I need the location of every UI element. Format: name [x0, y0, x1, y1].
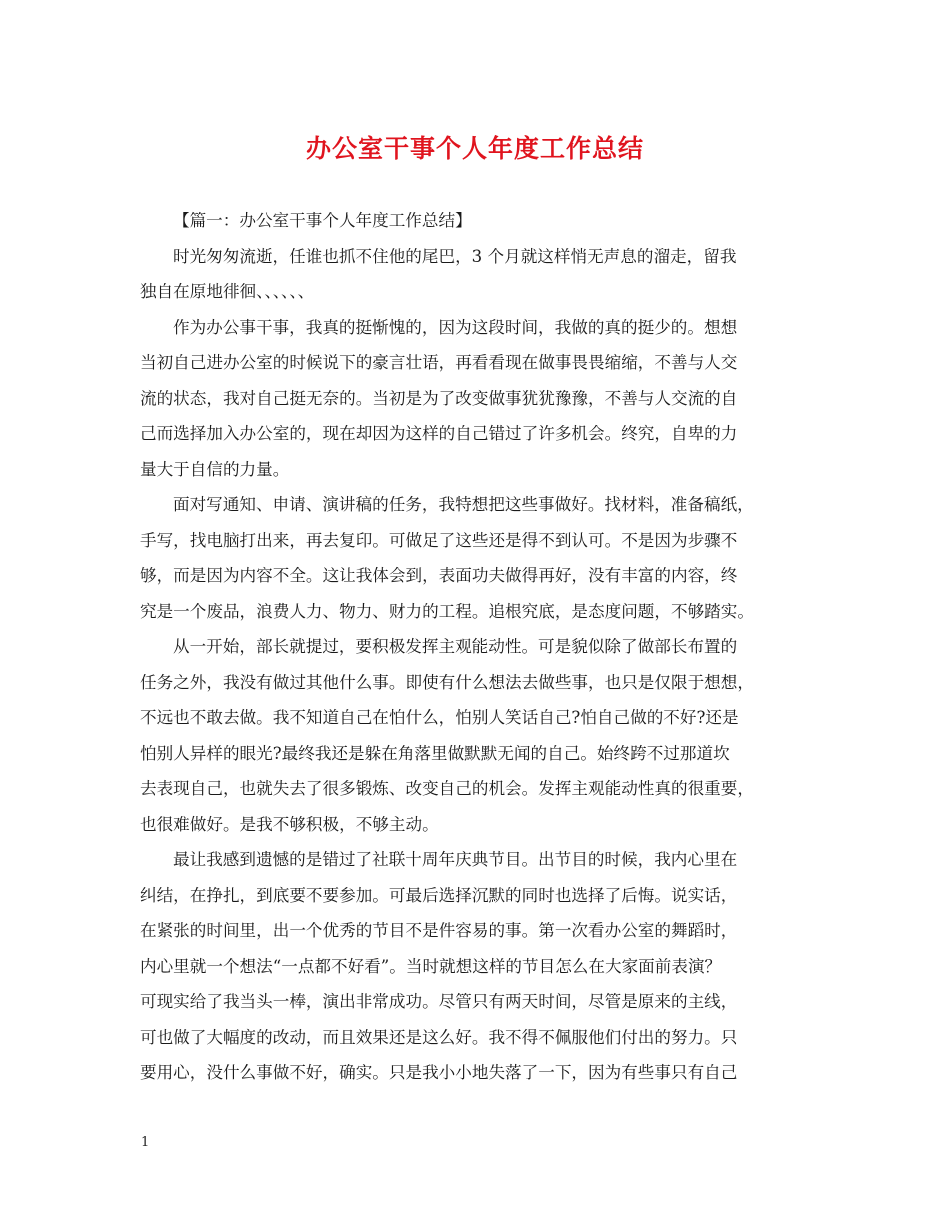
- paragraph-line: 独自在原地徘徊、、、、、、: [140, 282, 315, 301]
- paragraph-line: 去表现自己，也就失去了很多锻炼、改变自己的机会。发挥主观能动性真的很重要，: [140, 779, 754, 798]
- paragraph-line: 从一开始，部长就提过，要积极发挥主观能动性。可是貌似除了做部长布置的: [173, 637, 738, 656]
- paragraph-line: 可现实给了我当头一棒，演出非常成功。尽管只有两天时间，尽管是原来的主线，: [140, 992, 738, 1011]
- paragraph-line: 量大于自信的力量。: [140, 459, 290, 479]
- page-number: 1: [141, 1135, 150, 1150]
- paragraph-line: 作为办公事干事，我真的挺惭愧的，因为这段时间，我做的真的挺少的。想想: [173, 317, 738, 337]
- paragraph-line: 手写，找电脑打出来，再去复印。可做足了这些还是得不到认可。不是因为步骤不: [140, 530, 738, 550]
- paragraph-line: 在紧张的时间里，出一个优秀的节目不是件容易的事。第一次看办公室的舞蹈时，: [140, 921, 738, 940]
- paragraph-line: 究是一个废品，浪费人力、物力、财力的工程。追根究底，是态度问题，不够踏实。: [140, 601, 754, 621]
- paragraph-line: 够，而是因为内容不全。这让我体会到，表面功夫做得再好，没有丰富的内容，终: [140, 566, 738, 585]
- paragraph-line: 也很难做好。是我不够积极，不够主动。: [140, 814, 439, 834]
- paragraph-line: 可也做了大幅度的改动，而且效果还是这么好。我不得不佩服他们付出的努力。只: [140, 1027, 738, 1047]
- section-heading: 【篇一：办公室干事个人年度工作总结】: [173, 211, 472, 230]
- paragraph-line: 内心里就一个想法“一点都不好看”。当时就想这样的节目怎么在大家面前表演？: [140, 956, 722, 976]
- paragraph-line: 纠结，在挣扎，到底要不要参加。可最后选择沉默的同时也选择了后悔。说实话，: [140, 885, 738, 905]
- paragraph-line: 任务之外，我没有做过其他什么事。即使有什么想法去做些事，也只是仅限于想想，: [140, 672, 754, 692]
- paragraph-line: 时光匆匆流逝，任谁也抓不住他的尾巴，3 个月就这样悄无声息的溜走，留我: [173, 246, 737, 266]
- paragraph-line: 要用心，没什么事做不好，确实。只是我小小地失落了一下，因为有些事只有自己: [140, 1063, 738, 1082]
- document-body: [140, 203, 820, 1091]
- paragraph-line: 己而选择加入办公室的，现在却因为这样的自己错过了许多机会。终究，自卑的力: [140, 424, 738, 443]
- document-title: 办公室干事个人年度工作总结: [305, 134, 644, 163]
- paragraph-line: 当初自己进办公室的时候说下的豪言壮语，再看看现在做事畏畏缩缩，不善与人交: [140, 353, 738, 372]
- paragraph-line: 怕别人异样的眼光?最终我还是躲在角落里做默默无闻的自己。始终跨不过那道坎: [140, 743, 730, 763]
- paragraph-line: 不远也不敢去做。我不知道自己在怕什么，怕别人笑话自己?怕自己做的不好?还是: [140, 708, 739, 727]
- paragraph-line: 最让我感到遗憾的是错过了社联十周年庆典节目。出节目的时候，我内心里在: [173, 850, 738, 869]
- paragraph-line: 面对写通知、申请、演讲稿的任务，我特想把这些事做好。找材料，准备稿纸，: [173, 495, 754, 514]
- paragraph-line: 流的状态，我对自己挺无奈的。当初是为了改变做事犹犹豫豫，不善与人交流的自: [140, 388, 738, 408]
